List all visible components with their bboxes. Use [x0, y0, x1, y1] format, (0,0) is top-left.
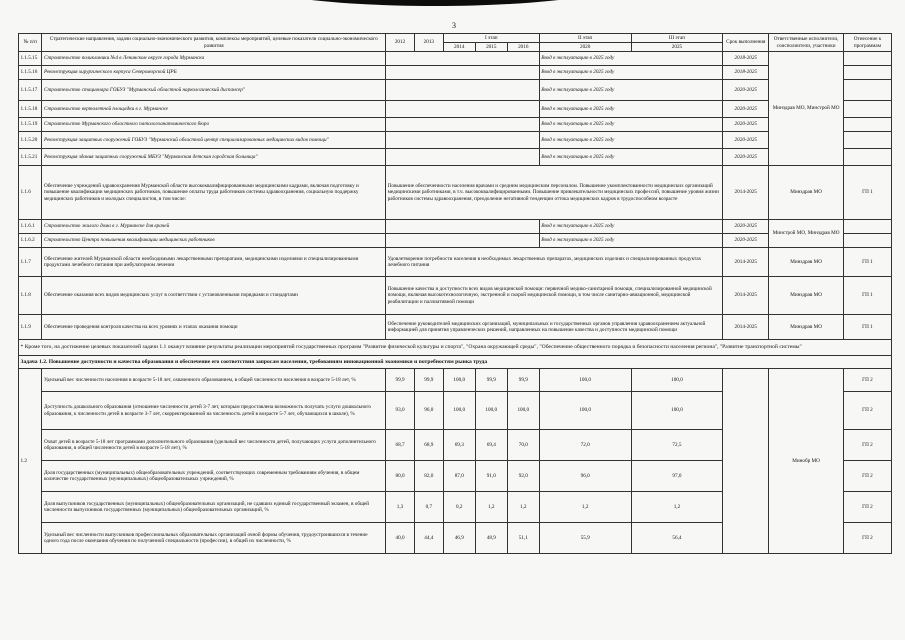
value-2012: 99,9	[386, 369, 415, 392]
table-row	[19, 356, 892, 369]
row-program: ГП 2	[843, 392, 891, 430]
row-term: 2018-2025	[723, 66, 769, 80]
table-row	[19, 340, 892, 356]
indicator-text: Доступность дошкольного образования (отношение численности детей 3-7 лет, которым предоставлена возможность получать услуги дошкольного образования, к численности детей в возрасте 3-7 лет, скорректированной на численность детей в возрасте 5-7 лет, обучающихся в школе), %	[42, 392, 386, 430]
value-2012: 93,0	[386, 392, 415, 430]
header-2025: 2025	[631, 43, 723, 52]
value-2020: 96,0	[539, 461, 631, 492]
table-row	[19, 315, 892, 340]
status-text: Ввод в эксплуатацию в 2025 году	[539, 66, 723, 80]
header-programs: Отнесение к программам	[843, 34, 891, 52]
row-program: ГП 1	[843, 315, 891, 340]
row-text: Обеспечение оказания всех видов медицинских услуг в соответствии с установленными порядками и стандартами	[42, 277, 386, 315]
empty-cell	[386, 149, 540, 166]
table-row	[19, 52, 892, 66]
row-term: 2014-2025	[723, 315, 769, 340]
value-2013: 44,4	[414, 523, 443, 554]
empty-cell	[386, 80, 540, 101]
empty-cell	[386, 52, 540, 66]
row-term: 2020-2025	[723, 220, 769, 234]
value-2020: 72,0	[539, 430, 631, 461]
value-2025: 97,0	[631, 461, 723, 492]
value-2025: 56,4	[631, 523, 723, 554]
row-term: 2020-2025	[723, 118, 769, 132]
table-row	[19, 369, 892, 392]
row-term: 2020-2025	[723, 132, 769, 149]
row-term: 2014-2025	[723, 166, 769, 220]
header-term: Срок выполнения	[723, 34, 769, 52]
empty-cell	[843, 80, 891, 101]
empty-cell	[386, 132, 540, 149]
value-2014: 46,9	[443, 523, 475, 554]
empty-cell	[843, 149, 891, 166]
row-text: Реконструкция хирургического корпуса Североморской ЦРБ	[42, 66, 386, 80]
row-text: Реконструкция здания защитных сооружений МБУЗ "Мурманская детская городская больница"	[42, 149, 386, 166]
row-text: Строительство жилого дома в г. Мурманске для врачей	[42, 220, 386, 234]
indicator-text: Доля государственных (муниципальных) общеобразовательных учреждений, соответствующих современным требованиям обучения, в общем количестве государственных (муниципальных) общеобразовательных учреждений, %	[42, 461, 386, 492]
row-responsible: Минздрав МО, Минстрой МО	[769, 52, 844, 166]
header-responsible: Ответственные исполнители, соисполнители, участники	[769, 34, 844, 52]
table-row	[19, 220, 892, 234]
empty-cell	[386, 234, 540, 248]
value-2013: 96,0	[414, 392, 443, 430]
row-text: Обеспечение учреждений здравоохранения Мурманской области высококвалифицированными медицинскими кадрами, включая подготовку и повышение квалификации медицинских работников, повышение оплаты труда работников системы здравоохранения, социальную поддержку медицинских работников и молодых специалистов, в том числе:	[42, 166, 386, 220]
header-2013: 2013	[414, 34, 443, 52]
row-responsible: Минобр МО	[769, 369, 844, 554]
table-row	[19, 149, 892, 166]
row-num: 1.1.5.20	[19, 132, 42, 149]
value-2015: 69,4	[475, 430, 507, 461]
header-2012: 2012	[386, 34, 415, 52]
value-2025: 1,2	[631, 492, 723, 523]
row-responsible: Минстрой МО, Минздрав МО	[769, 220, 844, 248]
row-text: Строительство Центра повышения квалификации медицинских работников	[42, 234, 386, 248]
status-text: Ввод в эксплуатацию в 2025 году	[539, 80, 723, 101]
indicator-text: Удельный вес численности населения в возрасте 5-18 лет, охваченного образованием, в общей численности населения в возрасте 5-18 лет, %	[42, 369, 386, 392]
row-text: Обеспечение жителей Мурманской области необходимыми лекарственными препаратами, медицинскими изделиями и специализированными продуктами лечебного питания при амбулаторном лечении	[42, 248, 386, 277]
row-num: 1.1.5.21	[19, 149, 42, 166]
status-text: Ввод в эксплуатацию в 2025 году	[539, 220, 723, 234]
row-program: ГП 2	[843, 369, 891, 392]
value-2014: 100,0	[443, 392, 475, 430]
row-text: Реконструкция защитных сооружений ГОБУЗ "Мурманский областной центр специализированных медицинских видов помощи"	[42, 132, 386, 149]
row-text: Строительство поликлиники №4 в Ленинском округе города Мурманска	[42, 52, 386, 66]
empty-cell	[843, 132, 891, 149]
value-2016: 70,0	[507, 430, 539, 461]
row-num: 1.1.7	[19, 248, 42, 277]
row-program: ГП 2	[843, 523, 891, 554]
row-result: Удовлетворение потребности населения в необходимых лекарственных препаратах, медицинских изделиях и специализированных продуктах лечебного питания	[386, 248, 723, 277]
row-term: 2020-2025	[723, 234, 769, 248]
value-2015: 100,0	[475, 392, 507, 430]
value-2020: 1,2	[539, 492, 631, 523]
empty-cell	[386, 66, 540, 80]
row-num: 1.1.5.18	[19, 101, 42, 118]
table-row	[19, 248, 892, 277]
row-num: 1.1.5.19	[19, 118, 42, 132]
empty-cell	[843, 234, 891, 248]
table-row	[19, 118, 892, 132]
empty-cell	[843, 52, 891, 66]
value-2015: 1,2	[475, 492, 507, 523]
value-2015: 48,9	[475, 523, 507, 554]
empty-cell	[386, 220, 540, 234]
status-text: Ввод в эксплуатацию в 2025 году	[539, 118, 723, 132]
value-2016: 1,2	[507, 492, 539, 523]
row-program: ГП 1	[843, 277, 891, 315]
header-stage2: II этап	[539, 34, 631, 43]
empty-cell	[386, 118, 540, 132]
table-row	[19, 132, 892, 149]
row-num: 1.1.6.2	[19, 234, 42, 248]
table-row	[19, 101, 892, 118]
value-2016: 99,9	[507, 369, 539, 392]
row-result: Обеспечение руководителей медицинских организаций, муниципальных и государственных органов управления здравоохранением актуальной информацией для принятия управленческих решений, направленных на повышение качества и доступности медицинской помощи	[386, 315, 723, 340]
row-num: 1.1.8	[19, 277, 42, 315]
value-2013: 82,0	[414, 461, 443, 492]
value-2016: 92,0	[507, 461, 539, 492]
row-num: 1.1.5.16	[19, 66, 42, 80]
header-directions: Стратегические направления, задачи социально-экономического развития, комплексы мероприятий, целевые показатели социально-экономического развития	[42, 34, 386, 52]
row-responsible: Минздрав МО	[769, 166, 844, 220]
value-2013: 68,9	[414, 430, 443, 461]
row-program: ГП 1	[843, 166, 891, 220]
indicator-text: Доля выпускников государственных (муниципальных) общеобразовательных организаций, не сдавших единый государственный экзамен, в общей численности выпускников государственных (муниципальных) общеобразовательных организаций, %	[42, 492, 386, 523]
value-2020: 100,0	[539, 392, 631, 430]
value-2016: 51,1	[507, 523, 539, 554]
value-2013: 0,7	[414, 492, 443, 523]
empty-cell	[386, 101, 540, 118]
row-responsible: Минздрав МО	[769, 315, 844, 340]
value-2020: 55,9	[539, 523, 631, 554]
value-2025: 100,0	[631, 392, 723, 430]
row-text: Строительство стационара ГОБУЗ "Мурманский областной наркологический диспансер"	[42, 80, 386, 101]
section-num: 1.2	[19, 369, 42, 554]
row-term: 2020-2025	[723, 149, 769, 166]
row-num: 1.1.6.1	[19, 220, 42, 234]
value-2012: 1,3	[386, 492, 415, 523]
row-responsible: Минздрав МО	[769, 277, 844, 315]
header-2015: 2015	[475, 43, 507, 52]
row-term: 2014-2025	[723, 277, 769, 315]
status-text: Ввод в эксплуатацию в 2025 году	[539, 234, 723, 248]
row-num: 1.1.9	[19, 315, 42, 340]
row-num: 1.1.6	[19, 166, 42, 220]
row-program: ГП 2	[843, 492, 891, 523]
status-text: Ввод в эксплуатацию в 2025 году	[539, 149, 723, 166]
row-term: 2020-2025	[723, 101, 769, 118]
row-result: Повышение качества и доступности всех видов медицинской помощи: первичной медико-санитарной помощи, специализированной медицинской помощи, включая высокотехнологичную, экстренной и скорой медицинской помощи, в том числе санитарно-авиационной, медицинской реабилитации и паллиативной помощи	[386, 277, 723, 315]
indicator-text: Охват детей в возрасте 5-18 лет программами дополнительного образования (удельный вес численности детей, получающих услуги дополнительного образования, в общей численности детей в возрасте 5-18 лет), %	[42, 430, 386, 461]
table-row	[19, 66, 892, 80]
empty-cell	[843, 101, 891, 118]
value-2025: 100,0	[631, 369, 723, 392]
scanner-shadow	[235, 0, 635, 6]
indicator-text: Удельный вес численности выпускников профессиональных образовательных организаций очной формы обучения, трудоустроившихся в течение одного года после окончания обучения по полученной специальности (профессии), в общей их численности, %	[42, 523, 386, 554]
row-result: Повышение обеспеченности населения врачами и средним медицинским персоналом. Повышение укомплектованности медицинских организаций медицинскими работниками, в т.ч. высококвалифицированными. Повышение привлекательности медицинских профессий, повышение уровня жизни работников системы здравоохранения, преодоление негативной тенденции оттока медицинских кадров в трудоспособном возрасте	[386, 166, 723, 220]
strategy-table	[18, 33, 892, 554]
value-2012: 80,0	[386, 461, 415, 492]
header-stage1: I этап	[443, 34, 539, 43]
header-num: № п/п	[19, 34, 42, 52]
row-term: 2020-2025	[723, 80, 769, 101]
header-2016: 2016	[507, 43, 539, 52]
empty-cell	[723, 369, 769, 554]
value-2015: 99,9	[475, 369, 507, 392]
value-2014: 69,3	[443, 430, 475, 461]
value-2014: 0,2	[443, 492, 475, 523]
header-2014: 2014	[443, 43, 475, 52]
row-text: Строительство вертолетной площадки в г. Мурманске	[42, 101, 386, 118]
empty-cell	[843, 118, 891, 132]
value-2014: 100,0	[443, 369, 475, 392]
value-2016: 100,0	[507, 392, 539, 430]
row-program: ГП 2	[843, 461, 891, 492]
row-term: 2018-2025	[723, 52, 769, 66]
row-program: ГП 2	[843, 430, 891, 461]
page-number: 3	[452, 21, 456, 30]
row-num: 1.1.5.17	[19, 80, 42, 101]
footnote: * Кроме того, на достижение целевых показателей задачи 1.1 окажут влияние результаты реализации мероприятий государственных программ "Развитие физической культуры и спорта", "Охрана окружающей среды", "Обеспечение общественного порядка и безопасности населения региона", "Развитие транспортной системы"	[19, 340, 892, 356]
value-2014: 87,0	[443, 461, 475, 492]
status-text: Ввод в эксплуатацию в 2025 году	[539, 52, 723, 66]
header-stage3: III этап	[631, 34, 723, 43]
row-text: Строительство Мурманского областного патологоанатомического бюро	[42, 118, 386, 132]
value-2015: 91,0	[475, 461, 507, 492]
table-row	[19, 166, 892, 220]
table-row	[19, 277, 892, 315]
status-text: Ввод в эксплуатацию в 2025 году	[539, 132, 723, 149]
status-text: Ввод в эксплуатацию в 2025 году	[539, 101, 723, 118]
row-responsible: Минздрав МО	[769, 248, 844, 277]
value-2012: 68,7	[386, 430, 415, 461]
header-2020: 2020	[539, 43, 631, 52]
row-text: Обеспечение проведения контроля качества на всех уровнях и этапах оказания помощи	[42, 315, 386, 340]
empty-cell	[843, 66, 891, 80]
row-num: 1.1.5.15	[19, 52, 42, 66]
value-2012: 40,0	[386, 523, 415, 554]
table-row	[19, 234, 892, 248]
value-2020: 100,0	[539, 369, 631, 392]
row-term: 2014-2025	[723, 248, 769, 277]
table-row	[19, 80, 892, 101]
task-heading: Задача 1.2. Повышение доступности и качества образования и обеспечение его соответствия запросам населения, требованиям инновационной экономики и потребностям рынка труда	[19, 356, 892, 369]
value-2025: 72,5	[631, 430, 723, 461]
value-2013: 99,9	[414, 369, 443, 392]
empty-cell	[843, 220, 891, 234]
row-program: ГП 1	[843, 248, 891, 277]
